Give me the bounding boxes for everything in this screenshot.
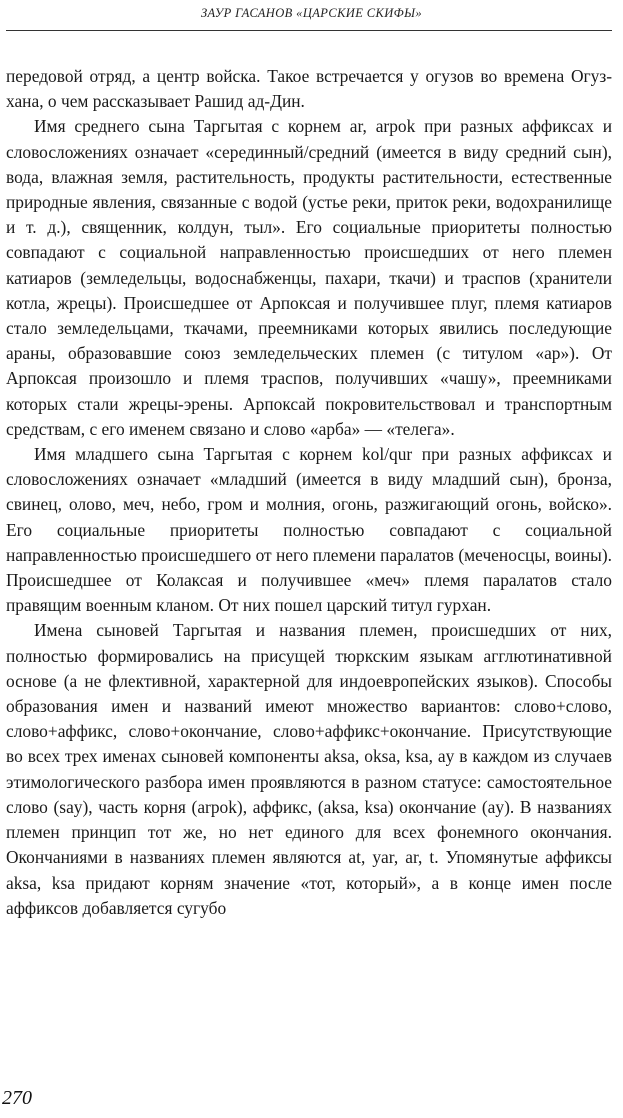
header-rule (6, 30, 612, 31)
body-text (6, 64, 612, 921)
paragraph-names-formation: Имена сыновей Таргытая и названия племен, происшедших от них, полностью формировались на присущей тюркским языкам агглютинативной основе (а не флективной, характерной для индоевропейских языков). Способы образования имен и названий имеют множество вариантов: слово+слово, слово+аффикс, слово+окончание, слово+аффикс+окончание. Присутствующие во всех трех именах сыновей компоненты aksa, oksa, ksa, ay в каждом из случаев этимологического разбора имен проявляются в разном статусе: самостоятельное слово (say), часть корня (arpok), аффикс, (aksa, ksa) окончание (ay). В названиях племен принцип тот же, но нет единого для всех фонемного окончания. Окончаниями в названиях племен являются at, yar, ar, t. Упомянутые аффиксы aksa, ksa придают корням значение «тот, который», а в конце имен после аффиксов добавляется сугубо (6, 620, 612, 918)
running-head: ЗАУР ГАСАНОВ «ЦАРСКИЕ СКИФЫ» (200, 6, 423, 20)
paragraph-continuation: передовой отряд, а центр войска. Такое встречается у огузов во времена Огуз-хана, о чем рассказывает Рашид ад-Дин. (6, 66, 612, 112)
page-number: 270 (2, 1087, 32, 1109)
paragraph-arpoksai: Имя среднего сына Таргытая с корнем ar, arpok при разных аффиксах и словосложениях означает «серединный/средний (имеется в виду средний сын), вода, влажная земля, растительность, продукты растительности, естественные природные явления, связанные с водой (устье реки, приток реки, водохранилище и т. д.), священник, колдун, тыл». Его социальные приоритеты полностью совпадают с социальной направленностью происшедших от него племен катиаров (земледельцы, водоснабженцы, пахари, ткачи) и траспов (хранители котла, жрецы). Происшедшее от Арпоксая и получившее плуг, племя катиаров стало земледельцами, ткачами, преемниками которых явились последующие араны, образовавшие союз земледельческих племен (с титулом «ар»). От Арпоксая произошло и племя траспов, получивших «чашу», преемниками которых стали жрецы-эрены. Арпоксай покровительствовал и транспортным средствам, с его именем связано и слово «арба» — «телега». (6, 116, 612, 439)
paragraph-kolaksai: Имя младшего сына Таргытая с корнем kol/qur при разных аффиксах и словосложениях означает «младший (имеется в виду младший сын), бронза, свинец, олово, меч, небо, гром и молния, огонь, разжигающий огонь, войско». Его социальные приоритеты полностью совпадают с социальной направленностью происшедшего от него племени паралатов (меченосцы, воины). Происшедшее от Колаксая и получившее «меч» племя паралатов стало правящим военным кланом. От них пошел царский титул гурхан. (6, 444, 612, 616)
